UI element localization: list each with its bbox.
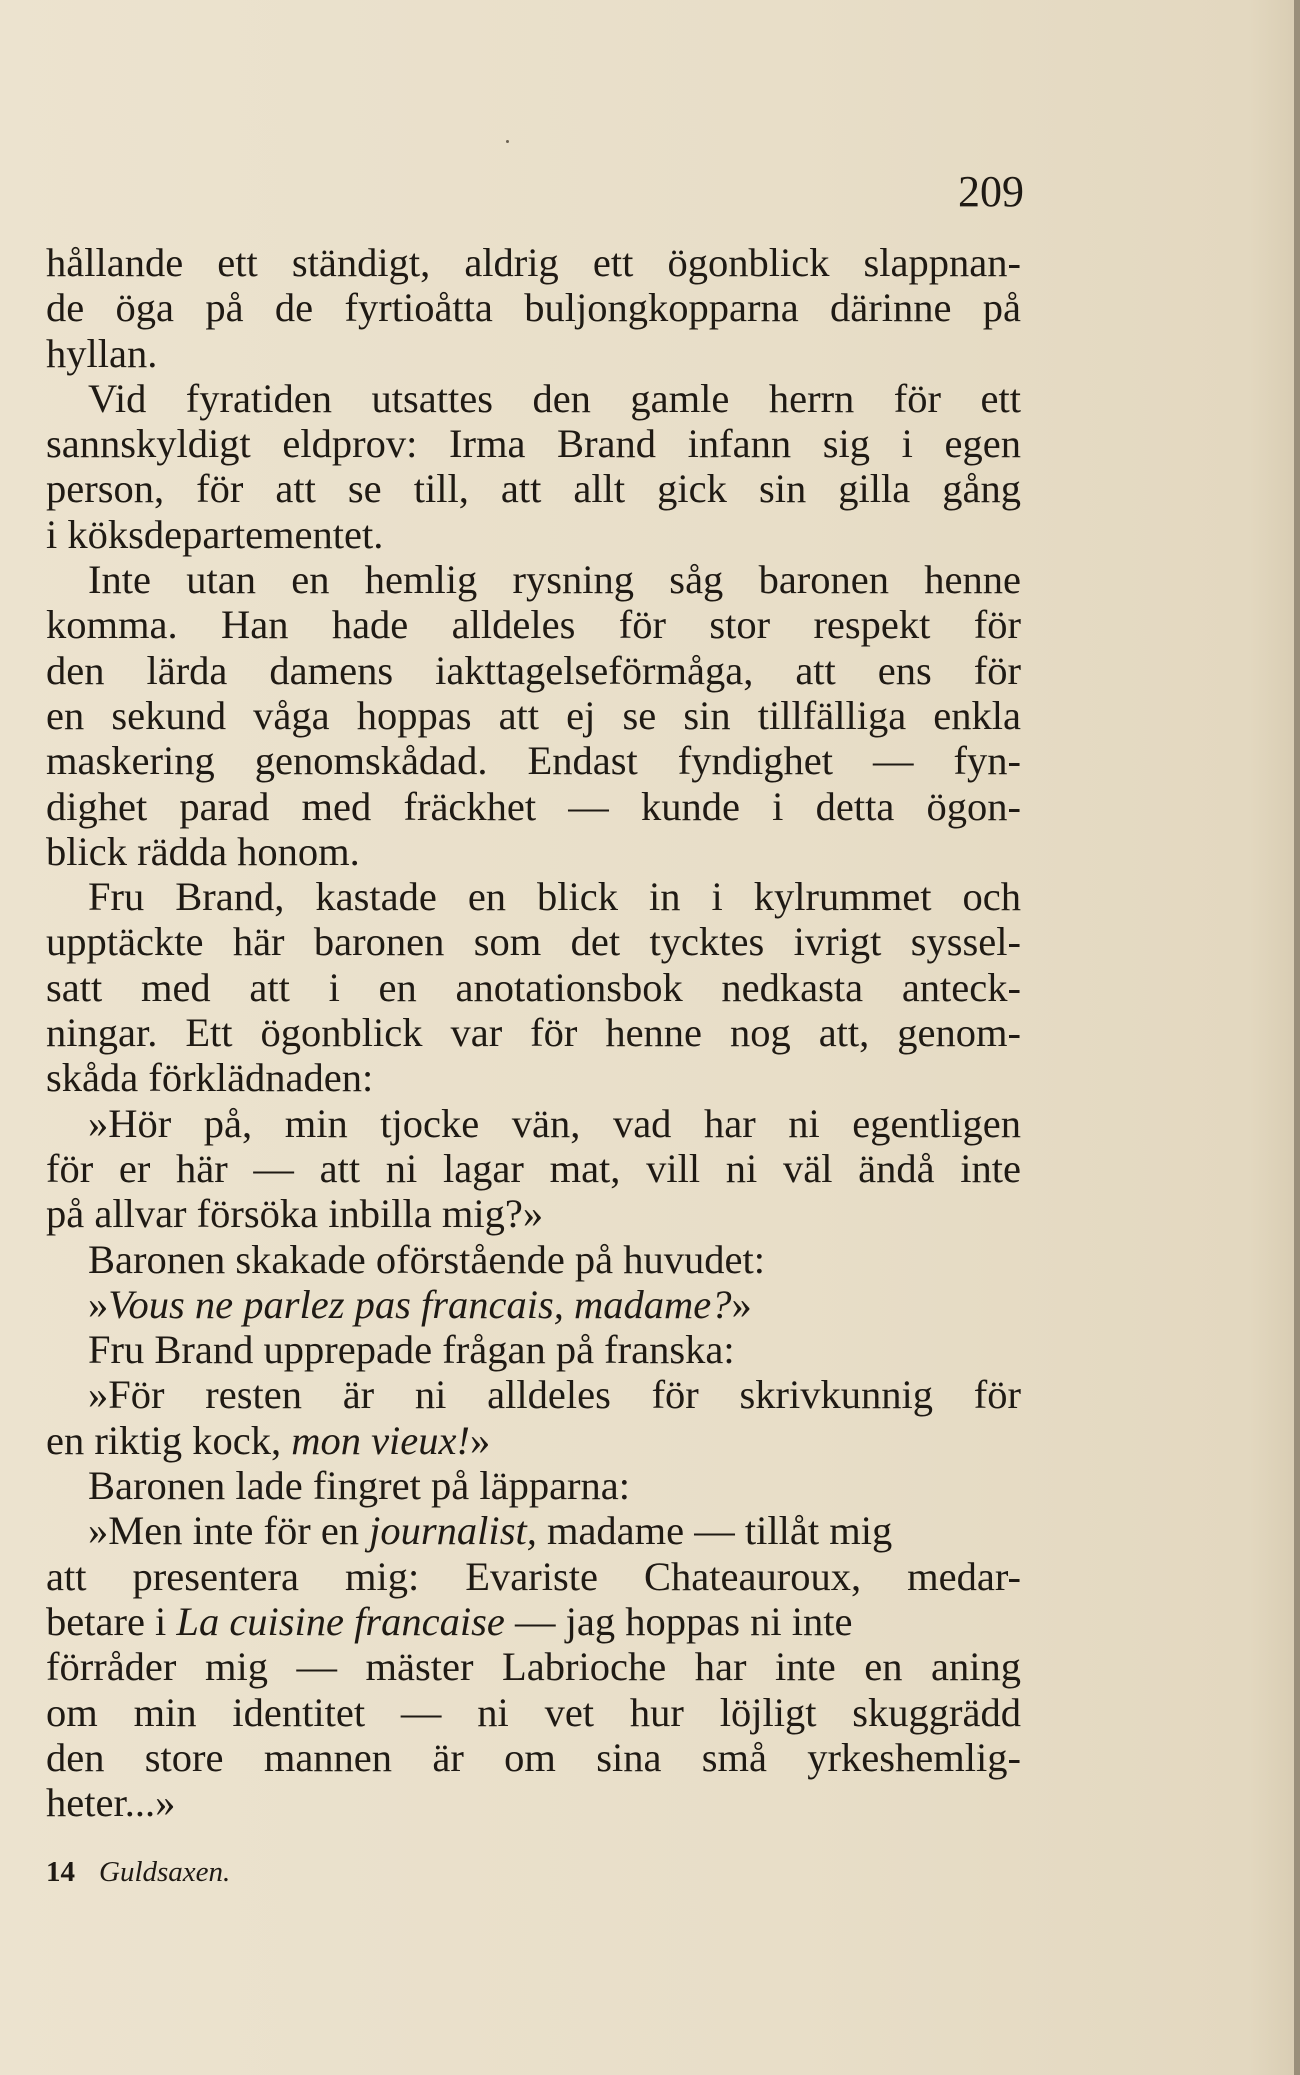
text-segment: — jag hoppas ni inte [515, 1598, 853, 1644]
text-line: förråder mig — mäster Labrioche har inte en aning [46, 1644, 1021, 1690]
signature-number: 14 [46, 1856, 75, 1888]
text-line: en sekund våga hoppas att ej se sin tillfälliga enkla [46, 692, 1021, 738]
text-line: hyllan. [46, 330, 158, 376]
text-line: i köksdepartementet. [46, 511, 384, 557]
text-line: Fru Brand upprepade frågan på franska: [88, 1327, 735, 1373]
body-text [46, 240, 1021, 1825]
text-segment: betare i [46, 1598, 167, 1644]
text-line: Baronen skakade oförstående på huvudet: [88, 1236, 766, 1282]
text-line: »För resten är ni alldeles för skrivkunnig för [88, 1372, 1021, 1418]
text-segment: madame — tillåt mig [546, 1508, 893, 1554]
italic-phrase: La cuisine francaise [176, 1598, 505, 1644]
text-line: sannskyldigt eldprov: Irma Brand infann sig i egen [46, 421, 1021, 467]
text-line: satt med att i en anotationsbok nedkasta anteck- [46, 964, 1021, 1010]
text-line: upptäckte här baronen som det tycktes ivrigt syssel- [46, 919, 1021, 965]
signature-mark [46, 1858, 230, 1887]
text-line: för er här — att ni lagar mat, vill ni väl ändå inte [46, 1145, 1021, 1191]
text-segment: »Men inte för en [88, 1508, 360, 1554]
text-line: de öga på de fyrtioåtta buljongkopparna därinne på [46, 285, 1021, 331]
text-line [46, 1282, 1021, 1327]
text-segment: en riktig kock, [46, 1417, 282, 1463]
signature-name: Guldsaxen. [99, 1856, 231, 1888]
quote-mark: » [470, 1417, 491, 1463]
text-line: skåda förklädnaden: [46, 1055, 374, 1101]
text-line: heter...» [46, 1780, 176, 1826]
text-line: dighet parad med fräckhet — kunde i detta ögon- [46, 783, 1021, 829]
print-speck [506, 140, 509, 143]
text-line: Baronen lade fingret på läpparna: [88, 1463, 631, 1509]
page-number: 209 [958, 167, 1024, 216]
text-line: maskering genomskådad. Endast fyndighet — fyn- [46, 738, 1021, 784]
text-line [46, 1418, 1021, 1463]
quote-mark: » [88, 1281, 109, 1327]
text-line: ningar. Ett ögonblick var för henne nog att, genom- [46, 1010, 1021, 1056]
quote-mark: » [731, 1281, 752, 1327]
text-line: den store mannen är om sina små yrkeshemlig- [46, 1734, 1021, 1780]
text-line: Inte utan en hemlig rysning såg baronen henne [88, 557, 1021, 603]
text-line: Fru Brand, kastade en blick in i kylrummet och [88, 874, 1021, 920]
page-spine-edge [1294, 0, 1300, 2075]
text-line: på allvar försöka inbilla mig?» [46, 1191, 544, 1237]
text-line: den lärda damens iakttagelseförmåga, att ens för [46, 647, 1021, 693]
text-line: blick rädda honom. [46, 828, 360, 874]
text-line: »Hör på, min tjocke vän, vad har ni egentligen [88, 1100, 1021, 1146]
italic-phrase: Vous ne parlez pas francais, madame? [108, 1281, 732, 1327]
text-line: att presentera mig: Evariste Chateauroux, medar- [46, 1553, 1021, 1599]
text-line: komma. Han hade alldeles för stor respekt för [46, 602, 1021, 648]
italic-phrase: journalist, [369, 1508, 537, 1554]
text-line: om min identitet — ni vet hur löjligt skuggrädd [46, 1689, 1021, 1735]
text-line [46, 1599, 1021, 1644]
text-line: hållande ett ständigt, aldrig ett ögonblick slappnan- [46, 240, 1021, 285]
text-line [46, 1508, 1021, 1553]
text-line: person, för att se till, att allt gick sin gilla gång [46, 466, 1021, 512]
italic-phrase: mon vieux! [291, 1417, 470, 1463]
text-line: Vid fyratiden utsattes den gamle herrn för ett [88, 375, 1021, 421]
